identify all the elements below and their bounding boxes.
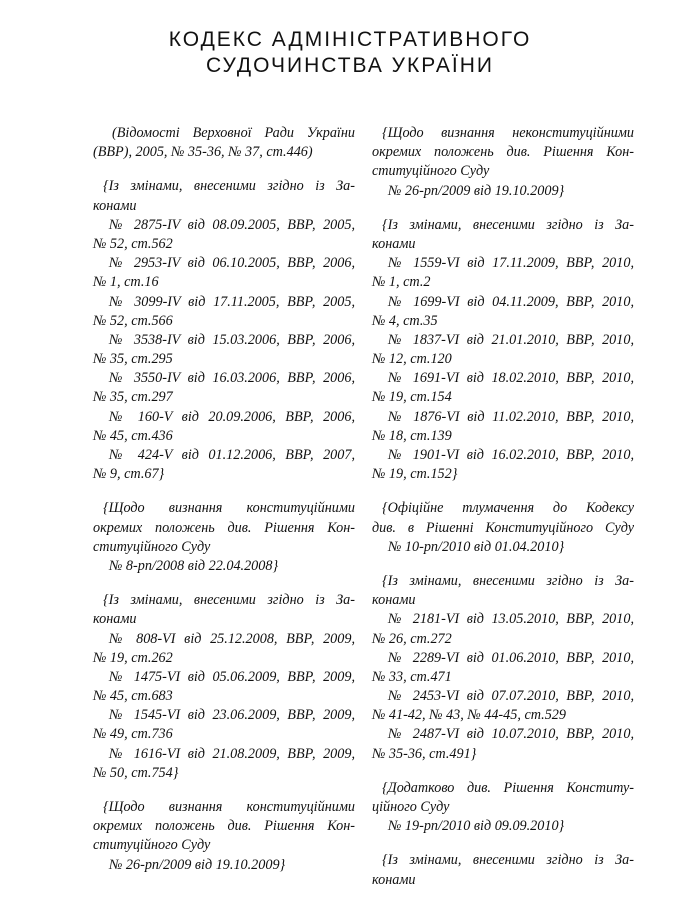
text-line: № 52, ст.566 — [93, 312, 173, 329]
text-line: № 1, ст.16 — [93, 274, 159, 291]
text-line: {Із змінами, внесеними згідно із За- — [382, 852, 634, 869]
text-line: № 49, ст.736 — [93, 726, 173, 743]
text-line: № 41-42, № 43, № 44-45, ст.529 — [372, 707, 566, 724]
text-line: № 808-VI від 25.12.2008, ВВР, 2009, — [109, 630, 355, 647]
text-line: № 45, ст.436 — [93, 427, 173, 444]
text-line: ційного Суду — [372, 799, 450, 815]
text-line: № 1691-VI від 18.02.2010, ВВР, 2010, — [388, 370, 634, 387]
text-line: № 18, ст.139 — [372, 427, 452, 444]
text-line: окремих положень див. Рішення Кон- — [372, 144, 634, 161]
text-line: № 4, ст.35 — [372, 312, 438, 329]
text-line: № 424-V від 01.12.2006, ВВР, 2007, — [109, 447, 355, 463]
text-line: № 2875-IV від 08.09.2005, ВВР, 2005, — [109, 216, 355, 233]
amendment-block — [372, 779, 634, 837]
text-line: № 1876-VI від 11.02.2010, ВВР, 2010, — [388, 408, 634, 425]
text-line: {Щодо визнання неконституційними — [382, 125, 634, 141]
text-line: № 160-V від 20.09.2006, ВВР, 2006, — [109, 408, 355, 425]
text-line: № 19-рп/2010 від 09.09.2010} — [388, 818, 565, 835]
text-line: № 35, ст.295 — [93, 351, 173, 368]
text-line: № 35-36, ст.491} — [372, 745, 477, 762]
text-line: {Офіційне тлумачення до Кодексу — [382, 500, 634, 517]
text-line: № 19, ст.262 — [93, 649, 173, 666]
text-line: № 52, ст.562 — [93, 235, 173, 252]
text-line: № 9, ст.67} — [93, 466, 165, 483]
text-line: ституційного Суду — [93, 538, 211, 555]
text-line: № 50, ст.754} — [93, 764, 179, 781]
amendment-block — [372, 216, 634, 485]
text-line: окремих положень див. Рішення Кон- — [93, 519, 355, 536]
text-line: № 10-рп/2010 від 01.04.2010} — [388, 538, 565, 555]
text-line: № 1699-VI від 04.11.2009, ВВР, 2010, — [388, 293, 634, 310]
text-line: № 1616-VI від 21.08.2009, ВВР, 2009, — [109, 745, 355, 762]
text-line: № 3550-IV від 16.03.2006, ВВР, 2006, — [109, 370, 355, 387]
text-line: конами — [93, 611, 137, 628]
amendment-block — [93, 177, 355, 484]
text-line: № 19, ст.152} — [372, 466, 458, 483]
right-column — [372, 124, 634, 905]
text-line: № 26-рп/2009 від 19.10.2009} — [109, 856, 286, 873]
text-line: ституційного Суду — [372, 163, 490, 180]
text-line: № 26, ст.272 — [372, 630, 452, 647]
text-line: № 1837-VI від 21.01.2010, ВВР, 2010, — [388, 331, 634, 348]
text-line: {Із змінами, внесеними згідно із За- — [103, 592, 355, 609]
text-line: (Відомості Верховної Ради України — [112, 125, 355, 141]
text-line: конами — [372, 592, 416, 609]
amendment-block — [372, 572, 634, 764]
text-line: конами — [93, 197, 137, 214]
text-line: № 1545-VI від 23.06.2009, ВВР, 2009, — [109, 707, 355, 724]
text-line: № 19, ст.154 — [372, 389, 452, 406]
text-line: № 2453-VI від 07.07.2010, ВВР, 2010, — [388, 688, 634, 705]
text-line: № 3538-IV від 15.03.2006, ВВР, 2006, — [109, 331, 355, 348]
text-line: конами — [372, 871, 416, 888]
text-line: {Із змінами, внесеними згідно із За- — [103, 178, 355, 195]
amendment-block — [93, 798, 355, 875]
amendment-block — [93, 591, 355, 783]
text-line: № 2953-IV від 06.10.2005, ВВР, 2006, — [109, 255, 355, 272]
page-title-line-1: КОДЕКС АДМІНІСТРАТИВНОГО — [168, 28, 532, 51]
text-line: № 35, ст.297 — [93, 389, 173, 406]
text-line: № 45, ст.683 — [93, 688, 173, 705]
text-line: {Із змінами, внесеними згідно із За- — [382, 572, 634, 589]
amendment-block — [93, 499, 355, 576]
text-line: {Щодо визнання конституційними — [103, 500, 355, 517]
text-line: № 2289-VI від 01.06.2010, ВВР, 2010, — [388, 649, 634, 666]
text-line: № 1901-VI від 16.02.2010, ВВР, 2010, — [388, 447, 634, 463]
text-line: № 2487-VI від 10.07.2010, ВВР, 2010, — [388, 726, 634, 743]
text-line: конами — [372, 235, 416, 252]
text-line: {Щодо визнання конституційними — [103, 799, 355, 815]
text-line: {Із змінами, внесеними згідно із За- — [382, 216, 634, 233]
text-line: {Додатково див. Рішення Конститу- — [382, 779, 634, 796]
text-line: ституційного Суду — [93, 837, 211, 854]
amendment-block — [372, 124, 634, 201]
text-line: № 26-рп/2009 від 19.10.2009} — [388, 182, 565, 199]
left-column — [93, 124, 355, 890]
amendment-block — [372, 851, 634, 889]
text-line: № 3099-IV від 17.11.2005, ВВР, 2005, — [109, 293, 355, 310]
text-line: № 1, ст.2 — [372, 274, 431, 291]
text-line: № 8-рп/2008 від 22.04.2008} — [109, 557, 279, 574]
text-line: див. в Рішенні Конституційного Суду — [372, 519, 634, 536]
text-line: № 1559-VI від 17.11.2009, ВВР, 2010, — [388, 255, 634, 272]
amendment-block — [372, 499, 634, 557]
text-line: № 33, ст.471 — [372, 668, 452, 685]
page-title-line-2: СУДОЧИНСТВА УКРАЇНИ — [206, 54, 494, 77]
text-line: № 1475-VI від 05.06.2009, ВВР, 2009, — [109, 668, 355, 685]
text-line: № 2181-VI від 13.05.2010, ВВР, 2010, — [388, 611, 634, 628]
amendment-block — [93, 124, 355, 162]
text-line: окремих положень див. Рішення Кон- — [93, 818, 355, 835]
text-line: № 12, ст.120 — [372, 351, 452, 368]
text-line: (ВВР), 2005, № 35-36, № 37, ст.446) — [93, 144, 313, 161]
